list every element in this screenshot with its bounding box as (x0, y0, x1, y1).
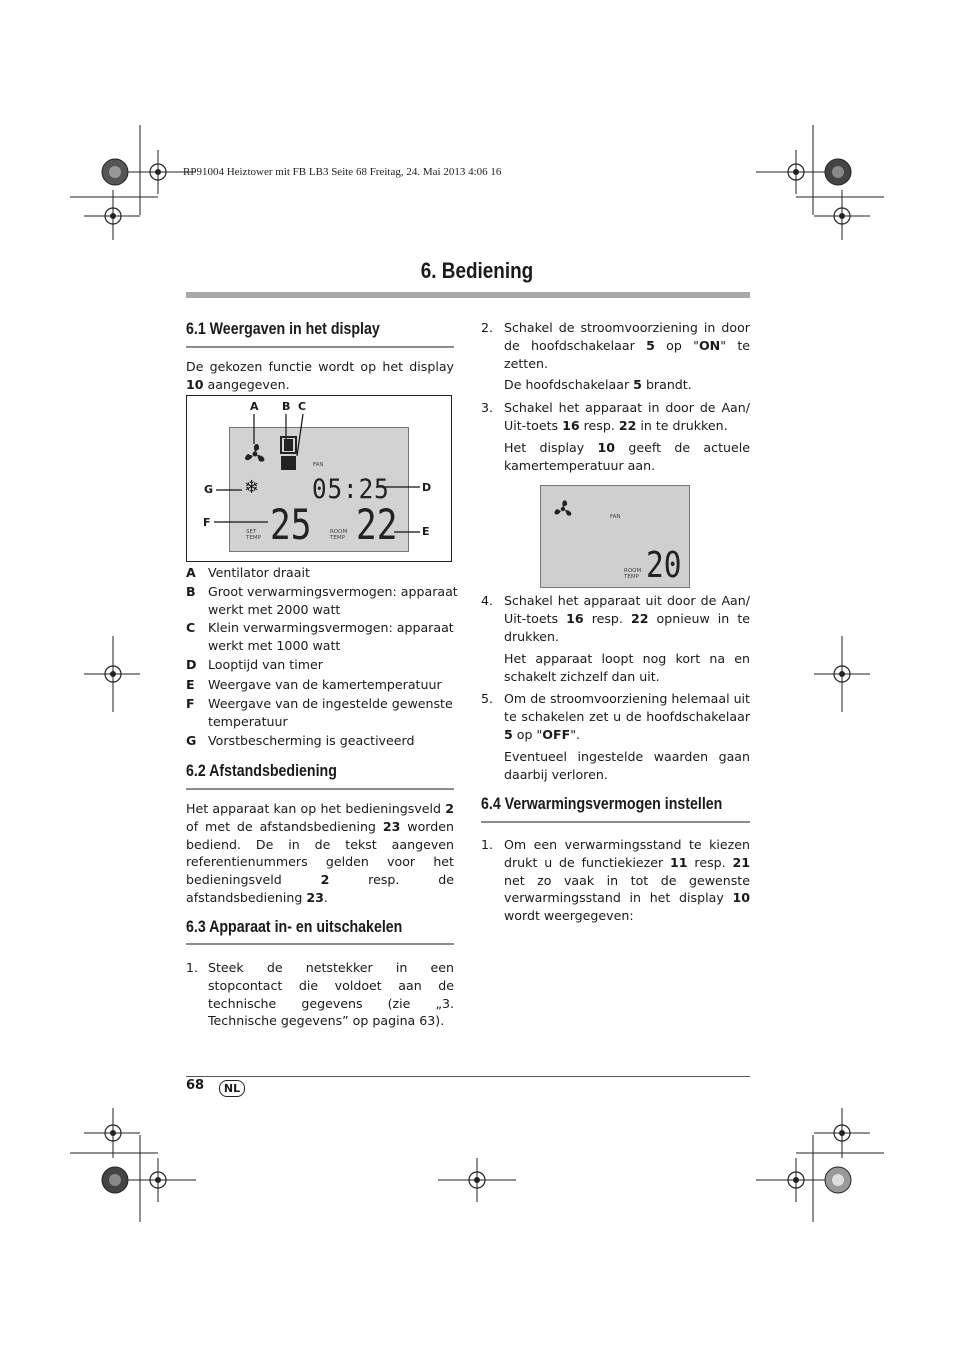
callout-c: C (298, 400, 307, 413)
remote-paragraph: Het apparaat kan op het bedieningsveld 2 of met de afstandsbediening 23 worden bediend. De in de tekst aangeven referentienummers gelden voor het bedieningsveld 2 resp. de afstandsbediening 23. (186, 801, 454, 905)
footer-rule (186, 1076, 750, 1077)
section-heading-6-3: 6.3 Apparaat in- en uitschakelen (186, 918, 403, 936)
section-rule (186, 788, 454, 790)
step-5-text: Om de stroomvoorziening helemaal uit te schakelen zet u de hoofdschakelaar 5 op "OFF". (504, 691, 750, 742)
callout-g: G (204, 483, 214, 496)
section-rule (186, 943, 454, 945)
callout-f: F (203, 516, 211, 529)
lcd-room-temp-label: ROOM TEMP (624, 568, 642, 580)
lcd-fan-label: FAN (313, 462, 324, 468)
print-info-line: RP91004 Heiztower mit FB LB3 Seite 68 Freitag, 24. Mai 2013 4:06 16 (183, 166, 502, 178)
language-badge: NL (219, 1080, 245, 1097)
page-title: 6. Bediening (420, 258, 534, 283)
step-4-text: Schakel het apparaat uit door de Aan/ Uit-toets 16 resp. 22 opnieuw in te drukken. (504, 593, 751, 644)
step-number: 1. (186, 960, 199, 975)
step-4-note: Het apparaat loopt nog kort na en schakelt zichzelf dan uit. (504, 651, 750, 684)
figure-legend: A Ventilator draait B Groot verwarmingsvermogen: apparaat werkt met 2000 watt C Klein verwarmingsvermogen: apparaat werkt met 1000 watt D Looptijd van timer E Weergave van de kamertemperatuur F Weergave van de ingestelde gewenste temperatuur G Vorstbescherming is geactiveerd (186, 565, 458, 748)
section-heading-6-2: 6.2 Afstandsbediening (186, 762, 337, 780)
section-heading-6-4: 6.4 Verwarmingsvermogen instellen (481, 795, 723, 813)
lcd-set-temp-value: 25 (270, 500, 312, 549)
page-number: 68 (186, 1078, 205, 1093)
snowflake-icon: ❄ (244, 477, 260, 498)
lcd-room-temp-value: 22 (356, 500, 398, 549)
step-3-text: Schakel het apparaat in door de Aan/ Uit-toets 16 resp. 22 in te drukken. (504, 400, 750, 433)
callout-b: B (282, 400, 291, 413)
section-heading-6-1: 6.1 Weergaven in het display (186, 320, 380, 338)
step-number: 2. (481, 320, 494, 335)
callout-e: E (422, 525, 430, 538)
lcd-timer-value: 05:25 (312, 474, 390, 505)
fan-icon (242, 441, 268, 467)
lcd-set-temp-label: SET TEMP (246, 529, 261, 541)
lcd-room-temp-label: ROOM TEMP (330, 529, 348, 541)
section-rule (481, 821, 750, 823)
step-6-4-1-text: Om een verwarmingsstand te kiezen drukt u de functiekiezer 11 resp. 21 net zo vaak in tot de gewenste verwarmingsstand in het display 10 wordt weergegeven: (504, 837, 750, 924)
intro-paragraph: De gekozen functie wordt op het display 10 aangegeven. (186, 359, 454, 392)
step-5-note: Eventueel ingestelde waarden gaan daarbij verloren. (504, 749, 750, 782)
step-number: 5. (481, 691, 494, 706)
step-number: 4. (481, 593, 494, 608)
lcd-fan-label: FAN (610, 514, 621, 520)
callout-a: A (250, 400, 259, 413)
step-2-text: Schakel de stroomvoorziening in door de hoofdschakelaar 5 op "ON" te zetten. (504, 320, 751, 371)
step-3-note: Het display 10 geeft de actuele kamertemperatuur aan. (504, 440, 750, 473)
fan-icon (552, 498, 574, 520)
callout-d: D (422, 481, 432, 494)
step-number: 3. (481, 400, 494, 415)
step-1-text: Steek de netstekker in een stopcontact die voldoet aan de technische gegevens (zie „3. Technische gegevens” op pagina 63). (208, 960, 454, 1029)
step-number: 1. (481, 837, 494, 852)
heating-level-icon (280, 436, 300, 472)
lcd-room-temp-value: 20 (646, 545, 682, 586)
step-2-note: De hoofdschakelaar 5 brandt. (504, 377, 692, 392)
